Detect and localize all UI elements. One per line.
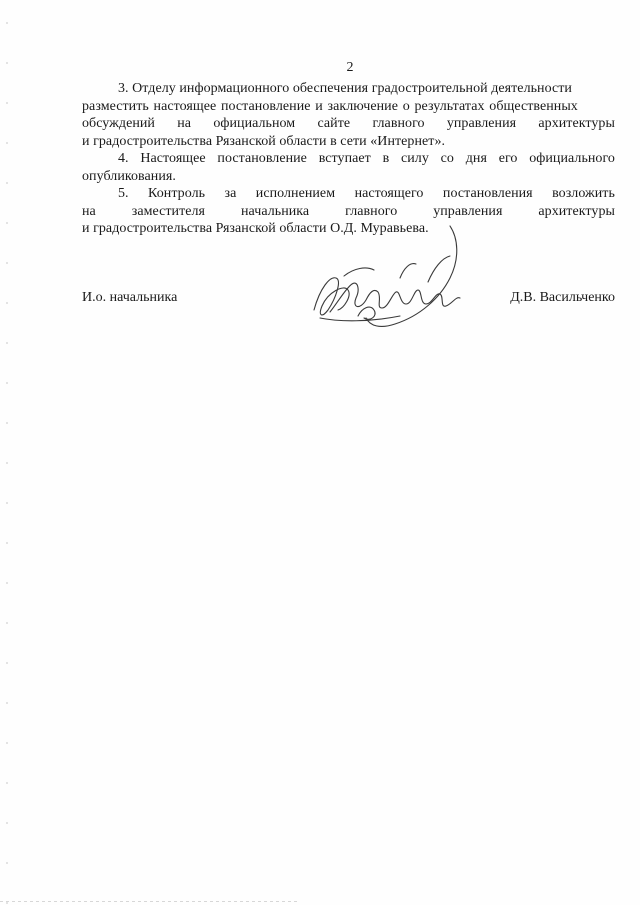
word: на	[177, 116, 192, 131]
scan-edge-artifact	[6, 0, 8, 905]
word: 5.	[118, 186, 129, 201]
word: официальном	[213, 116, 296, 131]
word: обсуждений	[82, 116, 155, 131]
paragraph-5-line-1	[82, 185, 615, 203]
word: главного	[372, 116, 425, 131]
paragraph-3-line-1	[82, 80, 615, 98]
word: сайте	[317, 116, 351, 131]
paragraph-3	[82, 80, 615, 150]
word: архитектуры	[538, 116, 615, 131]
word: силу	[401, 151, 429, 166]
word: настоящего	[354, 186, 424, 201]
word: постановление	[217, 151, 307, 166]
word: начальника	[241, 203, 310, 219]
word: исполнением	[255, 186, 336, 201]
scan-bottom-artifact	[0, 901, 300, 902]
word: заместителя	[131, 203, 206, 219]
word: Настоящее	[140, 151, 206, 166]
word: 4.	[118, 151, 129, 166]
paragraph-4-line-2: опубликования.	[82, 168, 176, 184]
paragraph-3-line-4: и градостроительства Рязанской области в сети «Интернет».	[82, 133, 446, 149]
word: за	[224, 186, 237, 201]
word: управления	[433, 203, 503, 219]
paragraph-5-line-3: и градостроительства Рязанской области О.Д. Муравьева.	[82, 221, 429, 236]
word: главного	[345, 203, 398, 219]
signer-name: Д.В. Васильченко	[510, 290, 615, 305]
word: на	[82, 203, 96, 219]
word: дня	[465, 151, 487, 166]
word: архитектуры	[538, 203, 615, 219]
paragraph-3-line-2: разместить настоящее постановление и заключение о результатах общественных	[82, 98, 578, 114]
word: возложить	[552, 186, 615, 201]
word: в	[382, 151, 390, 166]
handwritten-signature	[300, 218, 480, 338]
word: со	[440, 151, 454, 166]
paragraph-4-line-1	[82, 150, 615, 168]
word: официального	[529, 151, 615, 166]
signer-position: И.о. начальника	[82, 290, 178, 305]
word: вступает	[318, 151, 371, 166]
word: его	[498, 151, 518, 166]
paragraph-3-line-1-text: 3. Отделу информационного обеспечения градостроительной деятельности	[118, 81, 572, 96]
word: управления	[446, 116, 517, 131]
paragraph-4	[82, 150, 615, 185]
word: постановления	[442, 186, 533, 201]
paragraph-3-line-3	[82, 115, 615, 133]
page-number: 2	[346, 60, 354, 75]
word: Контроль	[148, 186, 206, 201]
